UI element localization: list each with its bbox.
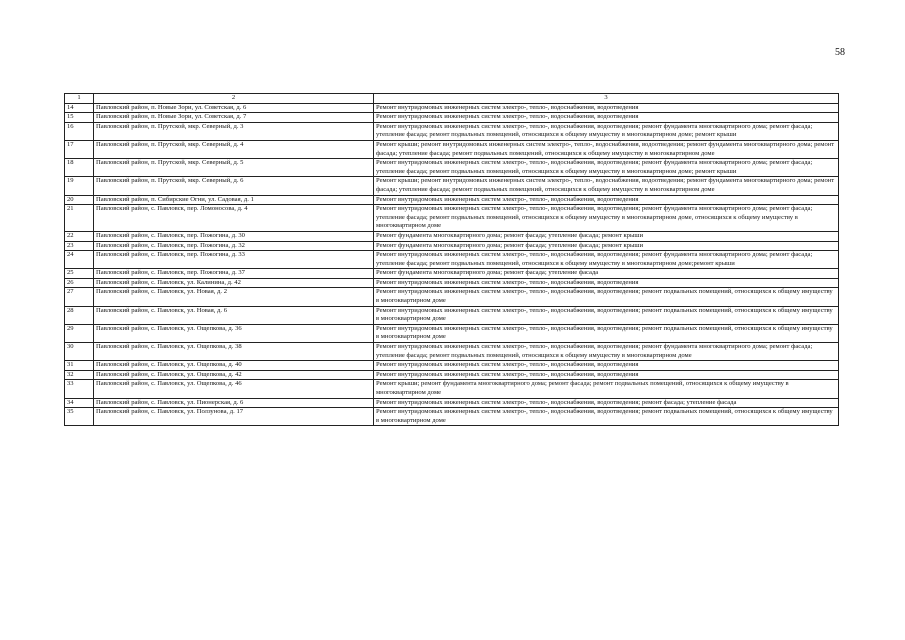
works-cell: Ремонт внутридомовых инженерных систем электро-, тепло-, водоснабжения, водоотведения — [374, 361, 839, 371]
table-body — [65, 94, 839, 426]
table-row — [65, 370, 839, 380]
row-number-cell: 22 — [65, 231, 94, 241]
row-number-cell: 21 — [65, 205, 94, 232]
row-number-cell: 19 — [65, 177, 94, 195]
works-cell: Ремонт фундамента многоквартирного дома; ремонт фасада; утепление фасада; ремонт крыши — [374, 241, 839, 251]
works-cell: Ремонт крыши; ремонт внутридомовых инженерных систем электро-, тепло-, водоснабжения, водоотведения; ремонт фундамента многоквартирного дома; ремонт фасада; утепление фасада; ремонт подвальных помещений, относящихся к общему имуществу в многоквартирном доме — [374, 140, 839, 158]
works-cell: Ремонт внутридомовых инженерных систем электро-, тепло-, водоснабжения, водоотведения; ремонт фундамента многоквартирного дома; ремонт фасада; утепление фасада; ремонт подвальных помещений, относящихся к общему имуществу в многоквартирном доме — [374, 343, 839, 361]
row-number-cell: 34 — [65, 398, 94, 408]
table-row — [65, 324, 839, 342]
row-number-cell: 23 — [65, 241, 94, 251]
table-row — [65, 269, 839, 279]
address-cell: Павловский район, с. Павловск, ул. Ползунова, д. 17 — [94, 408, 374, 426]
header-cell-num: 1 — [65, 94, 94, 104]
table-row — [65, 231, 839, 241]
address-cell: Павловский район, с. Павловск, пер. Ломоносова, д. 4 — [94, 205, 374, 232]
works-cell: Ремонт внутридомовых инженерных систем электро-, тепло-, водоснабжения, водоотведения — [374, 370, 839, 380]
works-cell: Ремонт крыши; ремонт фундамента многоквартирного дома; ремонт фасада; ремонт подвальных помещений, относящихся к общему имуществу в многоквартирном доме — [374, 380, 839, 398]
table-row — [65, 195, 839, 205]
table-row — [65, 122, 839, 140]
row-number-cell: 20 — [65, 195, 94, 205]
row-number-cell: 26 — [65, 278, 94, 288]
table-row — [65, 241, 839, 251]
works-cell: Ремонт внутридомовых инженерных систем электро-, тепло-, водоснабжения, водоотведения; ремонт фундамента многоквартирного дома; ремонт фасада; утепление фасада; ремонт подвальных помещений, относящихся к общему имуществу в многоквартирном доме;ремонт крыши — [374, 251, 839, 269]
table-row — [65, 177, 839, 195]
works-cell: Ремонт внутридомовых инженерных систем электро-, тепло-, водоснабжения, водоотведения — [374, 195, 839, 205]
works-cell: Ремонт внутридомовых инженерных систем электро-, тепло-, водоснабжения, водоотведения; ремонт подвальных помещений, относящихся к общему имуществу в многоквартирном доме — [374, 306, 839, 324]
row-number-cell: 30 — [65, 343, 94, 361]
address-cell: Павловский район, с. Павловск, ул. Пионерская, д. 6 — [94, 398, 374, 408]
row-number-cell: 32 — [65, 370, 94, 380]
address-cell: Павловский район, с. Павловск, ул. Ощепкова, д. 36 — [94, 324, 374, 342]
works-cell: Ремонт фундамента многоквартирного дома; ремонт фасада; утепление фасада; ремонт крыши — [374, 231, 839, 241]
works-cell: Ремонт крыши; ремонт внутридомовых инженерных систем электро-, тепло-, водоснабжения, водоотведения; ремонт фундамента многоквартирного дома; ремонт фасада; утепление фасада; ремонт подвальных помещений, относящихся к общему имуществу в многоквартирном доме — [374, 177, 839, 195]
works-cell: Ремонт внутридомовых инженерных систем электро-, тепло-, водоснабжения, водоотведения; ремонт фасада; утепление фасада — [374, 398, 839, 408]
row-number-cell: 25 — [65, 269, 94, 279]
address-cell: Павловский район, с. Павловск, ул. Новая, д. 6 — [94, 306, 374, 324]
works-cell: Ремонт внутридомовых инженерных систем электро-, тепло-, водоснабжения, водоотведения; ремонт фундамента многоквартирного дома; ремонт фасада; утепление фасада; ремонт подвальных помещений, относящихся к общему имуществу в многоквартирном доме, относящихся к общему имуществу в многоквартирном доме — [374, 205, 839, 232]
address-cell: Павловский район, с. Павловск, ул. Ощепкова, д. 40 — [94, 361, 374, 371]
table-row — [65, 113, 839, 123]
address-cell: Павловский район, п. Сибирские Огни, ул. Садовая, д. 1 — [94, 195, 374, 205]
row-number-cell: 24 — [65, 251, 94, 269]
table-row — [65, 159, 839, 177]
address-cell: Павловский район, п. Прутской, мкр. Северный, д. 3 — [94, 122, 374, 140]
address-cell: Павловский район, п. Прутской, мкр. Северный, д. 4 — [94, 140, 374, 158]
table-row — [65, 205, 839, 232]
row-number-cell: 15 — [65, 113, 94, 123]
row-number-cell: 17 — [65, 140, 94, 158]
address-cell: Павловский район, с. Павловск, ул. Калинина, д. 42 — [94, 278, 374, 288]
header-cell-address: 2 — [94, 94, 374, 104]
row-number-cell: 16 — [65, 122, 94, 140]
address-cell: Павловский район, с. Павловск, пер. Пожогина, д. 33 — [94, 251, 374, 269]
row-number-cell: 35 — [65, 408, 94, 426]
table-row — [65, 251, 839, 269]
table-row — [65, 361, 839, 371]
row-number-cell: 31 — [65, 361, 94, 371]
row-number-cell: 33 — [65, 380, 94, 398]
works-cell: Ремонт внутридомовых инженерных систем электро-, тепло-, водоснабжения, водоотведения; ремонт фундамента многоквартирного дома; ремонт фасада; утепление фасада; ремонт подвальных помещений, относящихся к общему имуществу в многоквартирном доме; ремонт крыши — [374, 159, 839, 177]
address-cell: Павловский район, с. Павловск, пер. Пожогина, д. 30 — [94, 231, 374, 241]
address-cell: Павловский район, с. Павловск, пер. Пожогина, д. 37 — [94, 269, 374, 279]
address-cell: Павловский район, п. Прутской, мкр. Северный, д. 5 — [94, 159, 374, 177]
table-row — [65, 380, 839, 398]
table-header-row — [65, 94, 839, 104]
address-cell: Павловский район, п. Новые Зори, ул. Советская, д. 7 — [94, 113, 374, 123]
table-row — [65, 278, 839, 288]
header-cell-works: 3 — [374, 94, 839, 104]
table-row — [65, 306, 839, 324]
table-row — [65, 343, 839, 361]
works-cell: Ремонт внутридомовых инженерных систем электро-, тепло-, водоснабжения, водоотведения; ремонт подвальных помещений, относящихся к общему имуществу в многоквартирном доме — [374, 408, 839, 426]
table-row — [65, 408, 839, 426]
address-cell: Павловский район, с. Павловск, пер. Пожогина, д. 32 — [94, 241, 374, 251]
works-cell: Ремонт внутридомовых инженерных систем электро-, тепло-, водоснабжения, водоотведения — [374, 103, 839, 113]
address-cell: Павловский район, с. Павловск, ул. Ощепкова, д. 38 — [94, 343, 374, 361]
works-cell: Ремонт внутридомовых инженерных систем электро-, тепло-, водоснабжения, водоотведения; ремонт фундамента многоквартирного дома; ремонт фасада; утепление фасада; ремонт подвальных помещений, относящихся к общему имуществу в многоквартирном доме; ремонт крыши — [374, 122, 839, 140]
page-number: 58 — [835, 47, 845, 58]
address-cell: Павловский район, п. Новые Зори, ул. Советская, д. 6 — [94, 103, 374, 113]
works-cell: Ремонт внутридомовых инженерных систем электро-, тепло-, водоснабжения, водоотведения; ремонт подвальных помещений, относящихся к общему имуществу в многоквартирном доме — [374, 324, 839, 342]
address-cell: Павловский район, п. Прутской, мкр. Северный, д. 6 — [94, 177, 374, 195]
works-cell: Ремонт внутридомовых инженерных систем электро-, тепло-, водоснабжения, водоотведения — [374, 278, 839, 288]
housing-repair-table — [64, 93, 839, 426]
table-row — [65, 398, 839, 408]
row-number-cell: 28 — [65, 306, 94, 324]
address-cell: Павловский район, с. Павловск, ул. Ощепкова, д. 46 — [94, 380, 374, 398]
works-cell: Ремонт внутридомовых инженерных систем электро-, тепло-, водоснабжения, водоотведения; ремонт подвальных помещений, относящихся к общему имуществу в многоквартирном доме — [374, 288, 839, 306]
address-cell: Павловский район, с. Павловск, ул. Новая, д. 2 — [94, 288, 374, 306]
works-cell: Ремонт внутридомовых инженерных систем электро-, тепло-, водоснабжения, водоотведения — [374, 113, 839, 123]
row-number-cell: 18 — [65, 159, 94, 177]
table-row — [65, 140, 839, 158]
row-number-cell: 29 — [65, 324, 94, 342]
table-row — [65, 103, 839, 113]
table-row — [65, 288, 839, 306]
works-cell: Ремонт фундамента многоквартирного дома; ремонт фасада; утепление фасада — [374, 269, 839, 279]
address-cell: Павловский район, с. Павловск, ул. Ощепкова, д. 42 — [94, 370, 374, 380]
row-number-cell: 14 — [65, 103, 94, 113]
row-number-cell: 27 — [65, 288, 94, 306]
